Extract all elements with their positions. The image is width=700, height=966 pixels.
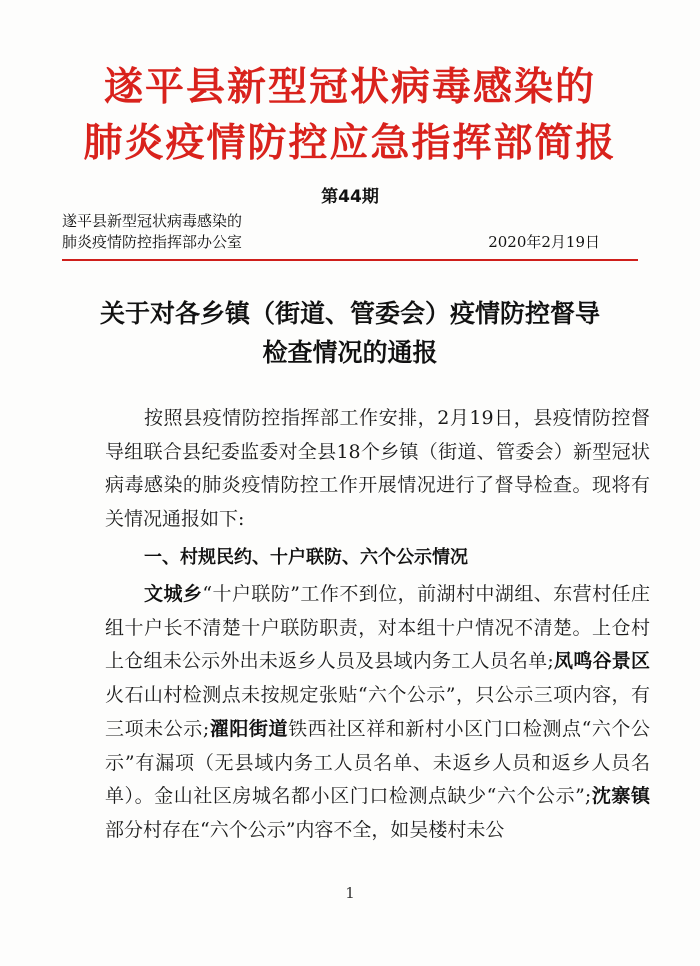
township-label-fengminggu: 凤鸣谷景区 bbox=[553, 650, 650, 673]
red-divider-rule bbox=[62, 259, 638, 261]
masthead-line-2: 肺炎疫情防控应急指挥部简报 bbox=[83, 121, 617, 166]
title-line-2: 检查情况的通报 bbox=[262, 338, 438, 367]
page-number: 1 bbox=[345, 884, 355, 902]
intro-paragraph: 按照县疫情防控指挥部工作安排，2月19日，县疫情防控督导组联合县纪委监委对全县18个乡镇（街道、管委会）新型冠状病毒感染的肺炎疫情防控工作开展情况进行了督导检查。现将有关情况通报如下: bbox=[105, 407, 650, 531]
township-label-shenzhai: 沈寨镇 bbox=[591, 785, 650, 808]
shenzhai-findings: 部分村存在“六个公示”内容不全，如吴楼村未公 bbox=[105, 818, 505, 841]
issue-number: 第44期 bbox=[321, 187, 379, 207]
issue-date: 2020年2月19日 bbox=[488, 233, 600, 251]
township-label-zhuoyang: 濯阳街道 bbox=[209, 717, 289, 740]
title-line-1: 关于对各乡镇（街道、管委会）疫情防控督导 bbox=[99, 299, 600, 328]
notice-title bbox=[0, 294, 700, 372]
fengminggu-findings: 火石山村检测点未按规定张贴“六个公示”，只公示三项内容，有三项未公示; bbox=[105, 684, 650, 740]
zhuoyang-findings: 铁西社区祥和新村小区门口检测点“六个公示”有漏项（无县域内务工人员名单、未返乡人员和返乡人员名单）。金山社区房城名都小区门口检测点缺少“六个公示”; bbox=[105, 717, 650, 808]
masthead-title bbox=[0, 60, 700, 172]
township-label-wencheng: 文城乡 bbox=[144, 583, 203, 605]
section-heading: 一、村规民约、十户联防、六个公示情况 bbox=[144, 547, 468, 568]
issuer-line-1: 遂平县新型冠状病毒感染的 bbox=[62, 212, 243, 230]
findings-paragraph bbox=[105, 578, 650, 848]
masthead-line-1: 遂平县新型冠状病毒感染的 bbox=[103, 65, 596, 110]
issuer-line-2: 肺炎疫情防控指挥部办公室 bbox=[62, 233, 243, 251]
issuing-office bbox=[62, 211, 242, 253]
wencheng-findings: “十户联防”工作不到位，前湖村中湖组、东营村任庄组十户长不清楚十户联防职责，对本组十户情况不清楚。上仓村上仓组未公示外出未返乡人员及县域内务工人员名单; bbox=[105, 583, 650, 673]
